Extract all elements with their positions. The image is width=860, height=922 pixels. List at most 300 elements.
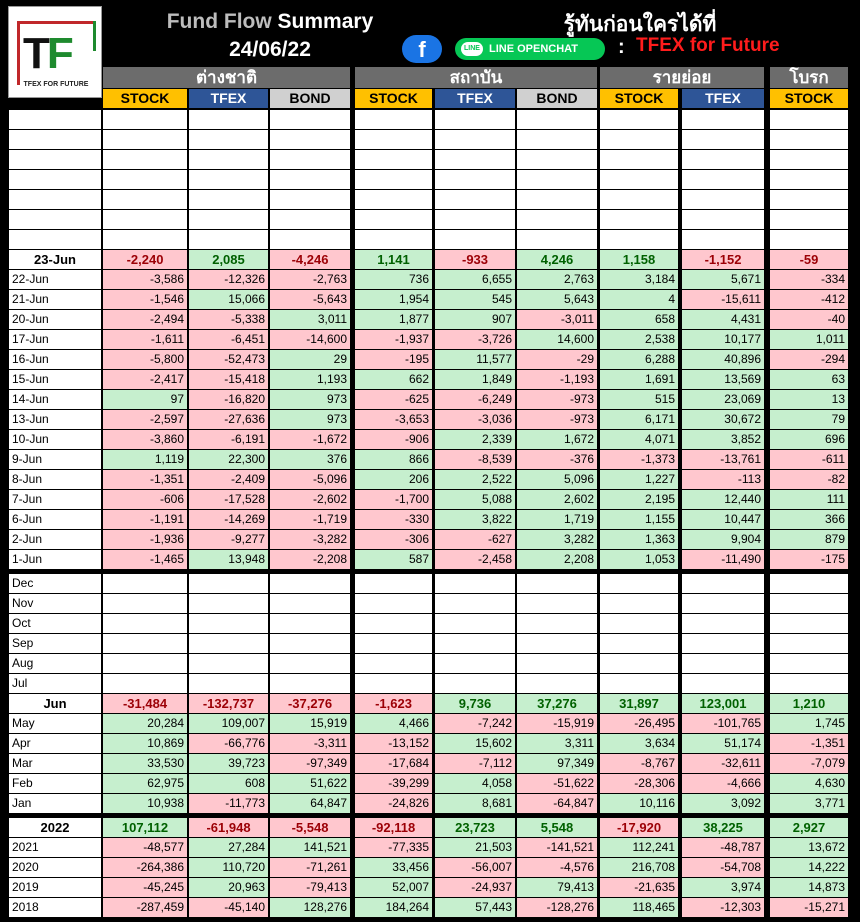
value-cell: -412	[770, 290, 848, 309]
value-cell: 2,602	[517, 490, 597, 509]
value-cell	[517, 130, 597, 149]
row-label: Jan	[9, 794, 101, 813]
value-cell: 110,720	[189, 858, 268, 877]
value-cell	[355, 634, 432, 653]
column-header-tfex: TFEX	[435, 89, 515, 108]
value-cell: -51,622	[517, 774, 597, 793]
value-cell: 4,431	[682, 310, 764, 329]
value-cell: -376	[517, 450, 597, 469]
row-label: 17-Jun	[9, 330, 101, 349]
value-cell: 14,600	[517, 330, 597, 349]
value-cell: 4,058	[435, 774, 515, 793]
value-cell: 3,011	[270, 310, 350, 329]
value-cell: -15,418	[189, 370, 268, 389]
value-cell: 587	[355, 550, 432, 569]
value-cell	[189, 574, 268, 593]
value-cell: -59	[770, 250, 848, 269]
row-label: 6-Jun	[9, 510, 101, 529]
value-cell: -45,140	[189, 898, 268, 917]
value-cell: 13,672	[770, 838, 848, 857]
value-cell: 3,974	[682, 878, 764, 897]
daily-row	[0, 310, 860, 330]
value-cell: 14,873	[770, 878, 848, 897]
value-cell: 29	[270, 350, 350, 369]
value-cell: 545	[435, 290, 515, 309]
value-cell: -3,036	[435, 410, 515, 429]
value-cell	[355, 654, 432, 673]
value-cell	[189, 150, 268, 169]
report-date: 24/06/22	[229, 38, 311, 61]
value-cell	[682, 230, 764, 249]
value-cell: 20,963	[189, 878, 268, 897]
value-cell	[682, 130, 764, 149]
daily-row	[0, 290, 860, 310]
value-cell	[600, 190, 678, 209]
value-cell: -7,112	[435, 754, 515, 773]
value-cell: -37,276	[270, 694, 350, 713]
value-cell	[682, 170, 764, 189]
row-label: Mar	[9, 754, 101, 773]
value-cell	[189, 654, 268, 673]
value-cell	[103, 190, 187, 209]
value-cell: 6,171	[600, 410, 678, 429]
value-cell: 10,938	[103, 794, 187, 813]
line-icon: LINE	[461, 42, 483, 56]
value-cell	[103, 574, 187, 593]
daily-row	[0, 430, 860, 450]
value-cell: 13	[770, 390, 848, 409]
value-cell: -15,919	[517, 714, 597, 733]
value-cell	[270, 634, 350, 653]
value-cell	[189, 230, 268, 249]
daily-row	[0, 410, 860, 430]
value-cell: -113	[682, 470, 764, 489]
column-header-stock: STOCK	[103, 89, 187, 108]
value-cell	[103, 230, 187, 249]
row-label: 21-Jun	[9, 290, 101, 309]
row-label	[9, 130, 101, 149]
row-label: Feb	[9, 774, 101, 793]
year-row	[0, 838, 860, 858]
value-cell	[517, 614, 597, 633]
value-cell	[270, 190, 350, 209]
value-cell	[189, 170, 268, 189]
value-cell: 515	[600, 390, 678, 409]
value-cell: 1,011	[770, 330, 848, 349]
value-cell	[270, 130, 350, 149]
row-label: Nov	[9, 594, 101, 613]
value-cell	[682, 210, 764, 229]
value-cell: 128,276	[270, 898, 350, 917]
value-cell: 4,466	[355, 714, 432, 733]
facebook-icon[interactable]: f	[402, 35, 442, 63]
value-cell: -1,351	[103, 470, 187, 489]
value-cell: 3,092	[682, 794, 764, 813]
row-label	[9, 210, 101, 229]
value-cell	[355, 574, 432, 593]
value-cell: -1,193	[517, 370, 597, 389]
value-cell: 1,053	[600, 550, 678, 569]
value-cell: -627	[435, 530, 515, 549]
line-openchat-button[interactable]: LINE LINE OPENCHAT	[455, 38, 605, 60]
value-cell: -3,860	[103, 430, 187, 449]
row-label: 2-Jun	[9, 530, 101, 549]
value-cell: 2,339	[435, 430, 515, 449]
value-cell: -2,208	[270, 550, 350, 569]
value-cell	[435, 674, 515, 693]
column-header-bond: BOND	[270, 89, 350, 108]
value-cell: 3,634	[600, 734, 678, 753]
value-cell: 1,745	[770, 714, 848, 733]
value-cell: -5,643	[270, 290, 350, 309]
value-cell	[103, 170, 187, 189]
value-cell: -54,708	[682, 858, 764, 877]
row-label: Aug	[9, 654, 101, 673]
value-cell: -141,521	[517, 838, 597, 857]
row-label: 22-Jun	[9, 270, 101, 289]
value-cell: -6,249	[435, 390, 515, 409]
value-cell: 112,241	[600, 838, 678, 857]
value-cell: -15,611	[682, 290, 764, 309]
value-cell: -40	[770, 310, 848, 329]
value-cell: 37,276	[517, 694, 597, 713]
value-cell	[435, 150, 515, 169]
value-cell: -2,458	[435, 550, 515, 569]
value-cell	[682, 634, 764, 653]
value-cell	[435, 634, 515, 653]
value-cell: 4,071	[600, 430, 678, 449]
value-cell: -2,409	[189, 470, 268, 489]
daily-row	[0, 350, 860, 370]
value-cell: 97	[103, 390, 187, 409]
value-cell: -56,007	[435, 858, 515, 877]
value-cell: 5,671	[682, 270, 764, 289]
value-cell: -625	[355, 390, 432, 409]
value-cell: 13,569	[682, 370, 764, 389]
value-cell: 1,119	[103, 450, 187, 469]
value-cell: 1,227	[600, 470, 678, 489]
value-cell: 13,948	[189, 550, 268, 569]
value-cell: 63	[770, 370, 848, 389]
value-cell: 2,538	[600, 330, 678, 349]
value-cell: 5,548	[517, 818, 597, 837]
daily-row	[0, 330, 860, 350]
column-header-stock: STOCK	[600, 89, 678, 108]
value-cell: -31,484	[103, 694, 187, 713]
value-cell: 5,088	[435, 490, 515, 509]
value-cell	[770, 614, 848, 633]
value-cell: 10,447	[682, 510, 764, 529]
value-cell	[600, 574, 678, 593]
value-cell: -1,611	[103, 330, 187, 349]
blank-row	[0, 190, 860, 210]
row-label: Dec	[9, 574, 101, 593]
value-cell	[600, 210, 678, 229]
value-cell: -12,326	[189, 270, 268, 289]
value-cell	[517, 190, 597, 209]
value-cell: 15,066	[189, 290, 268, 309]
value-cell: -1,672	[270, 430, 350, 449]
value-cell	[103, 654, 187, 673]
value-cell: -2,602	[270, 490, 350, 509]
value-cell: -14,600	[270, 330, 350, 349]
value-cell: -2,597	[103, 410, 187, 429]
daily-row	[0, 390, 860, 410]
value-cell: -11,490	[682, 550, 764, 569]
value-cell: -1,700	[355, 490, 432, 509]
daily-row	[0, 370, 860, 390]
blank-row	[0, 150, 860, 170]
row-label: 2019	[9, 878, 101, 897]
value-cell: -1,936	[103, 530, 187, 549]
row-label: Oct	[9, 614, 101, 633]
value-cell: -330	[355, 510, 432, 529]
value-cell: 2,208	[517, 550, 597, 569]
daily-row	[0, 530, 860, 550]
row-label: 2020	[9, 858, 101, 877]
value-cell	[517, 230, 597, 249]
value-cell: 366	[770, 510, 848, 529]
value-cell: 1,691	[600, 370, 678, 389]
value-cell: 22,300	[189, 450, 268, 469]
value-cell: 11,577	[435, 350, 515, 369]
value-cell: -973	[517, 390, 597, 409]
value-cell: -7,079	[770, 754, 848, 773]
group-header: รายย่อย	[600, 67, 764, 88]
value-cell: -24,826	[355, 794, 432, 813]
value-cell: -4,246	[270, 250, 350, 269]
value-cell	[435, 170, 515, 189]
year-row	[0, 858, 860, 878]
value-cell: -1,152	[682, 250, 764, 269]
value-cell: 3,282	[517, 530, 597, 549]
value-cell: 6,288	[600, 350, 678, 369]
value-cell: 973	[270, 390, 350, 409]
value-cell	[435, 614, 515, 633]
value-cell: -48,577	[103, 838, 187, 857]
value-cell	[270, 574, 350, 593]
value-cell	[355, 190, 432, 209]
daily-row	[0, 550, 860, 570]
value-cell	[189, 614, 268, 633]
value-cell	[770, 190, 848, 209]
value-cell: 907	[435, 310, 515, 329]
value-cell: -26,495	[600, 714, 678, 733]
value-cell: 1,158	[600, 250, 678, 269]
value-cell: -52,473	[189, 350, 268, 369]
value-cell: -1,937	[355, 330, 432, 349]
value-cell: -8,539	[435, 450, 515, 469]
value-cell: 10,116	[600, 794, 678, 813]
value-cell: 21,503	[435, 838, 515, 857]
value-cell: -606	[103, 490, 187, 509]
value-cell	[517, 170, 597, 189]
value-cell: 1,155	[600, 510, 678, 529]
value-cell	[517, 110, 597, 129]
row-label: Jun	[9, 694, 101, 713]
value-cell: -15,271	[770, 898, 848, 917]
month-row	[0, 714, 860, 734]
value-cell: 118,465	[600, 898, 678, 917]
row-label: 8-Jun	[9, 470, 101, 489]
value-cell	[103, 210, 187, 229]
value-cell: -5,338	[189, 310, 268, 329]
value-cell: -16,820	[189, 390, 268, 409]
value-cell: -13,761	[682, 450, 764, 469]
row-label: 1-Jun	[9, 550, 101, 569]
value-cell	[103, 110, 187, 129]
value-cell	[600, 614, 678, 633]
value-cell: 1,849	[435, 370, 515, 389]
value-cell	[103, 614, 187, 633]
value-cell: -13,152	[355, 734, 432, 753]
value-cell: 30,672	[682, 410, 764, 429]
row-label: 20-Jun	[9, 310, 101, 329]
row-label: 7-Jun	[9, 490, 101, 509]
value-cell: -17,684	[355, 754, 432, 773]
value-cell: -2,417	[103, 370, 187, 389]
value-cell	[189, 110, 268, 129]
value-cell	[682, 674, 764, 693]
value-cell: 23,069	[682, 390, 764, 409]
value-cell: 12,440	[682, 490, 764, 509]
value-cell: -71,261	[270, 858, 350, 877]
value-cell	[600, 230, 678, 249]
value-cell: 23,723	[435, 818, 515, 837]
row-label	[9, 190, 101, 209]
value-cell: 2,085	[189, 250, 268, 269]
value-cell	[435, 594, 515, 613]
value-cell	[435, 230, 515, 249]
value-cell	[600, 110, 678, 129]
blank-row	[0, 210, 860, 230]
value-cell: -2,240	[103, 250, 187, 269]
value-cell: -45,245	[103, 878, 187, 897]
value-cell	[355, 150, 432, 169]
value-cell	[189, 130, 268, 149]
value-cell: 216,708	[600, 858, 678, 877]
value-cell: -14,269	[189, 510, 268, 529]
value-cell	[355, 210, 432, 229]
row-label: 2022	[9, 818, 101, 837]
group-header: โบรก	[770, 67, 848, 88]
value-cell: 5,643	[517, 290, 597, 309]
value-cell	[600, 654, 678, 673]
value-cell: 4,246	[517, 250, 597, 269]
value-cell	[517, 574, 597, 593]
value-cell: -132,737	[189, 694, 268, 713]
value-cell	[682, 110, 764, 129]
tagline: รู้ทันก่อนใครได้ที่	[563, 13, 717, 36]
value-cell: 33,530	[103, 754, 187, 773]
value-cell	[435, 210, 515, 229]
value-cell: -906	[355, 430, 432, 449]
value-cell: 97,349	[517, 754, 597, 773]
value-cell	[600, 150, 678, 169]
value-cell	[770, 230, 848, 249]
value-cell: 79	[770, 410, 848, 429]
value-cell	[682, 654, 764, 673]
value-cell: 111	[770, 490, 848, 509]
daily-row	[0, 470, 860, 490]
value-cell	[600, 674, 678, 693]
month-row	[0, 614, 860, 634]
value-cell: -3,586	[103, 270, 187, 289]
value-cell	[189, 210, 268, 229]
value-cell: 33,456	[355, 858, 432, 877]
value-cell: -82	[770, 470, 848, 489]
value-cell: 107,112	[103, 818, 187, 837]
value-cell: -64,847	[517, 794, 597, 813]
year-row	[0, 898, 860, 918]
row-label: 14-Jun	[9, 390, 101, 409]
month-row	[0, 734, 860, 754]
value-cell: 3,822	[435, 510, 515, 529]
value-cell: -1,546	[103, 290, 187, 309]
value-cell	[355, 110, 432, 129]
row-label	[9, 170, 101, 189]
value-cell	[435, 130, 515, 149]
value-cell	[435, 190, 515, 209]
value-cell: -97,349	[270, 754, 350, 773]
value-cell	[770, 150, 848, 169]
row-label: 9-Jun	[9, 450, 101, 469]
value-cell: 658	[600, 310, 678, 329]
value-cell: 3,311	[517, 734, 597, 753]
row-label	[9, 230, 101, 249]
value-cell	[355, 170, 432, 189]
value-cell: 4	[600, 290, 678, 309]
value-cell: -3,011	[517, 310, 597, 329]
value-cell: 31,897	[600, 694, 678, 713]
value-cell: 608	[189, 774, 268, 793]
value-cell: -61,948	[189, 818, 268, 837]
value-cell	[682, 190, 764, 209]
fund-flow-table	[0, 67, 860, 922]
month-row	[0, 634, 860, 654]
value-cell: 2,927	[770, 818, 848, 837]
year-total-row	[0, 818, 860, 838]
row-label: 13-Jun	[9, 410, 101, 429]
value-cell: 10,869	[103, 734, 187, 753]
value-cell: 6,655	[435, 270, 515, 289]
value-cell: -39,299	[355, 774, 432, 793]
value-cell: 141,521	[270, 838, 350, 857]
value-cell: -66,776	[189, 734, 268, 753]
value-cell: 1,210	[770, 694, 848, 713]
value-cell: -5,548	[270, 818, 350, 837]
value-cell: -5,096	[270, 470, 350, 489]
column-header-bond: BOND	[517, 89, 597, 108]
value-cell: 51,174	[682, 734, 764, 753]
value-cell: 8,681	[435, 794, 515, 813]
daily-total-row	[0, 250, 860, 270]
value-cell: 109,007	[189, 714, 268, 733]
value-cell: 9,904	[682, 530, 764, 549]
value-cell: -29	[517, 350, 597, 369]
value-cell: -24,937	[435, 878, 515, 897]
row-label: 23-Jun	[9, 250, 101, 269]
value-cell: -4,666	[682, 774, 764, 793]
value-cell	[270, 594, 350, 613]
month-row	[0, 794, 860, 814]
value-cell	[435, 110, 515, 129]
value-cell: -264,386	[103, 858, 187, 877]
value-cell	[189, 594, 268, 613]
value-cell: -1,623	[355, 694, 432, 713]
month-row	[0, 574, 860, 594]
value-cell: -92,118	[355, 818, 432, 837]
